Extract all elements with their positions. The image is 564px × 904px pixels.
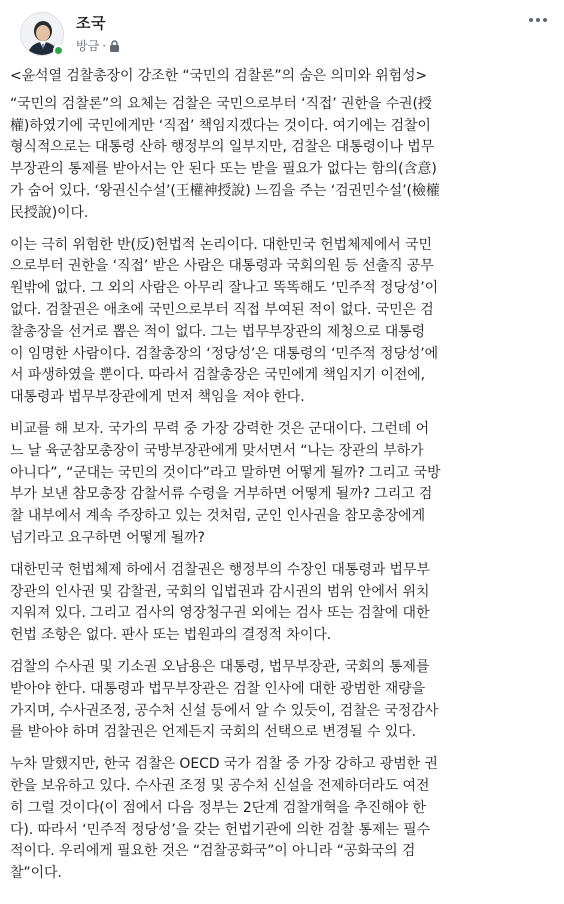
post-header: [10, 0, 554, 66]
post-paragraph: 대한민국 헌법체제 하에서 검찰권은 행정부의 수장인 대통령과 법무부 장관의 인사권 및 감찰권, 국회의 입법권과 감시권의 범위 안에서 위치 지워져 있다. 그리고 검사의 영장청구권 외에는 검사 또는 검찰에 대한 헌법 조항은 없다. 판사 또는 법원과의 결정적 차이다.: [10, 561, 430, 644]
post-paragraph: “국민의 검찰론”의 요체는 검찰은 국민으로부터 ‘직접’ 권한을 수권(授 權)하였기에 국민에게만 ‘직접’ 책임지겠다는 것이다. 여기에는 검찰이 형식적으로는 대통령 산하 행정부의 일부지만, 검찰은 대통령이나 법무 부장관의 통제를 받아서는 안 된다 또는 받을 필요가 없다는 함의(含意) 가 숨어 있다. ‘왕권신수설’(王權神授說) 느낌을 주는 ‘검권민수설’(檢權 民授說)이다.: [10, 95, 440, 221]
post-meta: [76, 37, 120, 54]
online-status-icon: [53, 45, 64, 56]
separator-dot: ·: [102, 38, 107, 53]
more-options-icon[interactable]: [526, 12, 550, 28]
post-paragraph: 비교를 해 보자. 국가의 무력 중 가장 강력한 것은 군대이다. 그런데 어 느 날 육군참모총장이 국방부장관에게 맞서면서 “나는 장관의 부하가 아니다”, “군대는 국민의 것이다”라고 말하면 어떻게 될까? 그리고 국방 부가 보낸 참모총장 감찰서류 수령을 거부하면 어떻게 될까? 그리고 검 찰 내부에서 계속 주장하고 있는 것처럼, 군인 인사권을 참모총장에게 넘기라고 요구하면 어떻게 될까?: [10, 420, 441, 546]
post-paragraph: 이는 극히 위험한 반(反)헌법적 논리이다. 대한민국 헌법체제에서 국민 으로부터 권한을 ‘직접’ 받은 사람은 대통령과 국회의원 등 선출직 공무 원밖에 없다. 그 외의 사람은 아무리 잘나고 똑똑해도 ‘민주적 정당성’이 없다. 검찰권은 애초에 국민으로부터 직접 부여된 적이 없다. 국민은 검 찰총장을 선거로 뽑은 적이 없다. 그는 법무부장관의 제청으로 대통령 이 임명한 사람이다. 검찰총장의 ‘정당성’은 대통령의 ‘민주적 정당성’에 서 파생하였을 뿐이다. 따라서 검찰총장은 국민에게 책임지기 이전에, 대통령과 법무부장관에게 먼저 책임을 져야 한다.: [10, 236, 439, 406]
author-name[interactable]: 조국: [76, 14, 106, 32]
post-body: [10, 66, 554, 885]
post-paragraph: 누차 말했지만, 한국 검찰은 OECD 국가 검찰 중 가장 강하고 광범한 권 한을 보유하고 있다. 수사권 조정 및 공수처 신설을 전제하더라도 여전 히 그럴 것이다(이 점에서 다음 정부는 2단계 검찰개혁을 추진해야 한 다). 따라서 ‘민주적 정당성’을 갖는 헌법기관에 의한 검찰 통제는 필수 적이다. 우리에게 필요한 것은 “검찰공화국”이 아니라 “공화국의 검 찰”이다.: [10, 756, 438, 882]
post-title: <윤석열 검찰총장이 강조한 “국민의 검찰론”의 숨은 의미와 위험성>: [10, 68, 428, 84]
post-timestamp[interactable]: 방금: [76, 39, 100, 53]
lock-icon[interactable]: [109, 40, 120, 52]
post-paragraph: 검찰의 수사권 및 기소권 오남용은 대통령, 법무부장관, 국회의 통제를 받아야 한다. 대통령과 법무부장관은 검찰 인사에 대한 광범한 재량을 가지며, 수사권조정, 공수처 신설 등에서 알 수 있듯이, 검찰은 국정감사 를 받아야 하며 검찰권은 언제든지 국회의 선택으로 변경될 수 있다.: [10, 658, 439, 741]
